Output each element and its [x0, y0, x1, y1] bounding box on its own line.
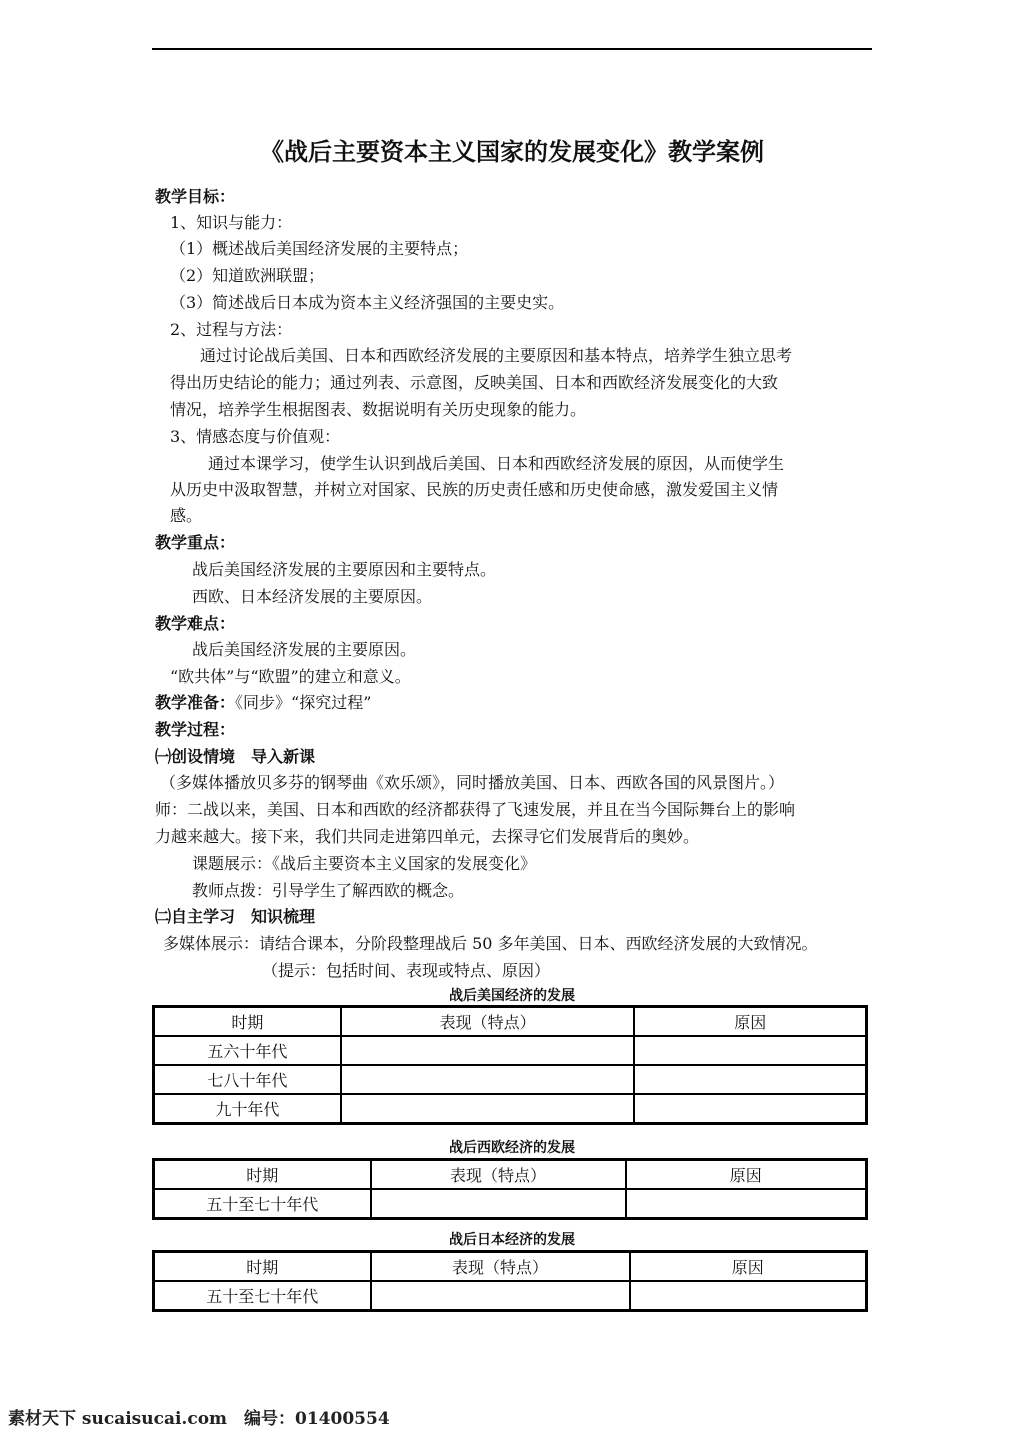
table-cell — [634, 1065, 866, 1094]
table-header-row — [154, 1160, 867, 1190]
header-rule — [152, 48, 872, 50]
process-step1-line: （多媒体播放贝多芬的钢琴曲《欢乐颂》，同时播放美国、日本、西欧各国的风景图片。） — [160, 773, 785, 792]
key-points-heading: 教学重点： — [155, 533, 236, 552]
process-heading: 教学过程： — [155, 720, 236, 739]
table-cell — [371, 1189, 626, 1219]
goals-s2-line: 情况，培养学生根据图表、数据说明有关历史现象的能力。 — [170, 400, 587, 419]
process-step2-line: 多媒体展示：请结合课本，分阶段整理战后 50 多年美国、日本、西欧经济发展的大致情况。 — [163, 934, 818, 953]
table-caption-europe: 战后西欧经济的发展 — [449, 1140, 575, 1156]
table-header-cell: 表现（特点） — [371, 1252, 630, 1282]
difficulties-heading: 教学难点： — [155, 614, 236, 633]
table-header-cell: 时期 — [154, 1252, 371, 1282]
table-cell — [634, 1036, 866, 1065]
table-row — [154, 1189, 867, 1219]
process-step1-line: 师：二战以来，美国、日本和西欧的经济都获得了飞速发展，并且在当今国际舞台上的影响 — [155, 800, 796, 819]
table-header-cell: 时期 — [154, 1007, 341, 1037]
table-row — [154, 1065, 867, 1094]
table-japan-economy — [152, 1250, 868, 1312]
table-cell-period: 九十年代 — [154, 1094, 341, 1124]
table-cell — [630, 1281, 867, 1311]
goals-s2-line: 得出历史结论的能力；通过列表、示意图，反映美国、日本和西欧经济发展变化的大致 — [170, 373, 779, 392]
process-step1-line: 课题展示：《战后主要资本主义国家的发展变化》 — [192, 854, 537, 873]
goals-s1-item: （1）概述战后美国经济发展的主要特点； — [170, 239, 469, 258]
table-header-cell: 表现（特点） — [371, 1160, 626, 1190]
goals-s3-line: 从历史中汲取智慧，并树立对国家、民族的历史责任感和历史使命感，激发爱国主义情 — [170, 480, 779, 499]
table-header-cell: 时期 — [154, 1160, 371, 1190]
process-step1-heading: ㈠创设情境 导入新课 — [155, 747, 316, 766]
preparation-text: 《同步》“探究过程” — [235, 693, 372, 712]
table-us-economy — [152, 1005, 868, 1125]
preparation-line — [155, 690, 371, 713]
table-cell-period: 五六十年代 — [154, 1036, 341, 1065]
table-header-row — [154, 1007, 867, 1037]
goals-s2-line: 通过讨论战后美国、日本和西欧经济发展的主要原因和基本特点，培养学生独立思考 — [200, 346, 793, 365]
key-point: 战后美国经济发展的主要原因和主要特点。 — [192, 560, 497, 579]
table-cell-period: 五十至七十年代 — [154, 1281, 371, 1311]
table-cell — [341, 1094, 635, 1124]
table-cell — [634, 1094, 866, 1124]
process-step2-line: （提示：包括时间、表现或特点、原因） — [262, 961, 551, 980]
goals-heading: 教学目标： — [155, 187, 236, 206]
goals-s3-line: 通过本课学习，使学生认识到战后美国、日本和西欧经济发展的原因，从而使学生 — [208, 454, 785, 473]
goals-s1-item: （2）知道欧洲联盟； — [170, 266, 325, 285]
table-header-row — [154, 1252, 867, 1282]
preparation-heading: 教学准备： — [155, 693, 236, 712]
difficulty: “欧共体”与“欧盟”的建立和意义。 — [170, 667, 411, 686]
table-cell-period: 五十至七十年代 — [154, 1189, 371, 1219]
table-caption-us: 战后美国经济的发展 — [449, 988, 575, 1004]
process-step2-heading: ㈡自主学习 知识梳理 — [155, 907, 316, 926]
table-row — [154, 1281, 867, 1311]
table-row — [154, 1036, 867, 1065]
table-cell — [371, 1281, 630, 1311]
goals-s3-line: 感。 — [170, 506, 203, 525]
process-step1-line: 力越来越大。接下来，我们共同走进第四单元，去探寻它们发展背后的奥妙。 — [155, 827, 700, 846]
table-header-cell: 原因 — [634, 1007, 866, 1037]
goals-s1-item: （3）简述战后日本成为资本主义经济强国的主要史实。 — [170, 293, 565, 312]
page-title: 《战后主要资本主义国家的发展变化》教学案例 — [260, 137, 764, 166]
table-header-cell: 原因 — [630, 1252, 867, 1282]
table-cell — [341, 1065, 635, 1094]
goals-s3: 3、情感态度与价值观： — [170, 427, 341, 446]
key-point: 西欧、日本经济发展的主要原因。 — [192, 587, 433, 606]
table-header-cell: 表现（特点） — [341, 1007, 635, 1037]
table-cell-period: 七八十年代 — [154, 1065, 341, 1094]
difficulty: 战后美国经济发展的主要原因。 — [192, 640, 417, 659]
table-header-cell: 原因 — [626, 1160, 867, 1190]
table-row — [154, 1094, 867, 1124]
table-caption-japan: 战后日本经济的发展 — [449, 1232, 575, 1248]
process-step1-line: 教师点拨：引导学生了解西欧的概念。 — [192, 881, 465, 900]
watermark: 素材天下 sucaisucai.com 编号：01400554 — [8, 1409, 390, 1429]
goals-s2: 2、过程与方法： — [170, 320, 293, 339]
table-europe-economy — [152, 1158, 868, 1220]
goals-s1: 1、知识与能力： — [170, 213, 293, 232]
table-cell — [626, 1189, 867, 1219]
table-cell — [341, 1036, 635, 1065]
